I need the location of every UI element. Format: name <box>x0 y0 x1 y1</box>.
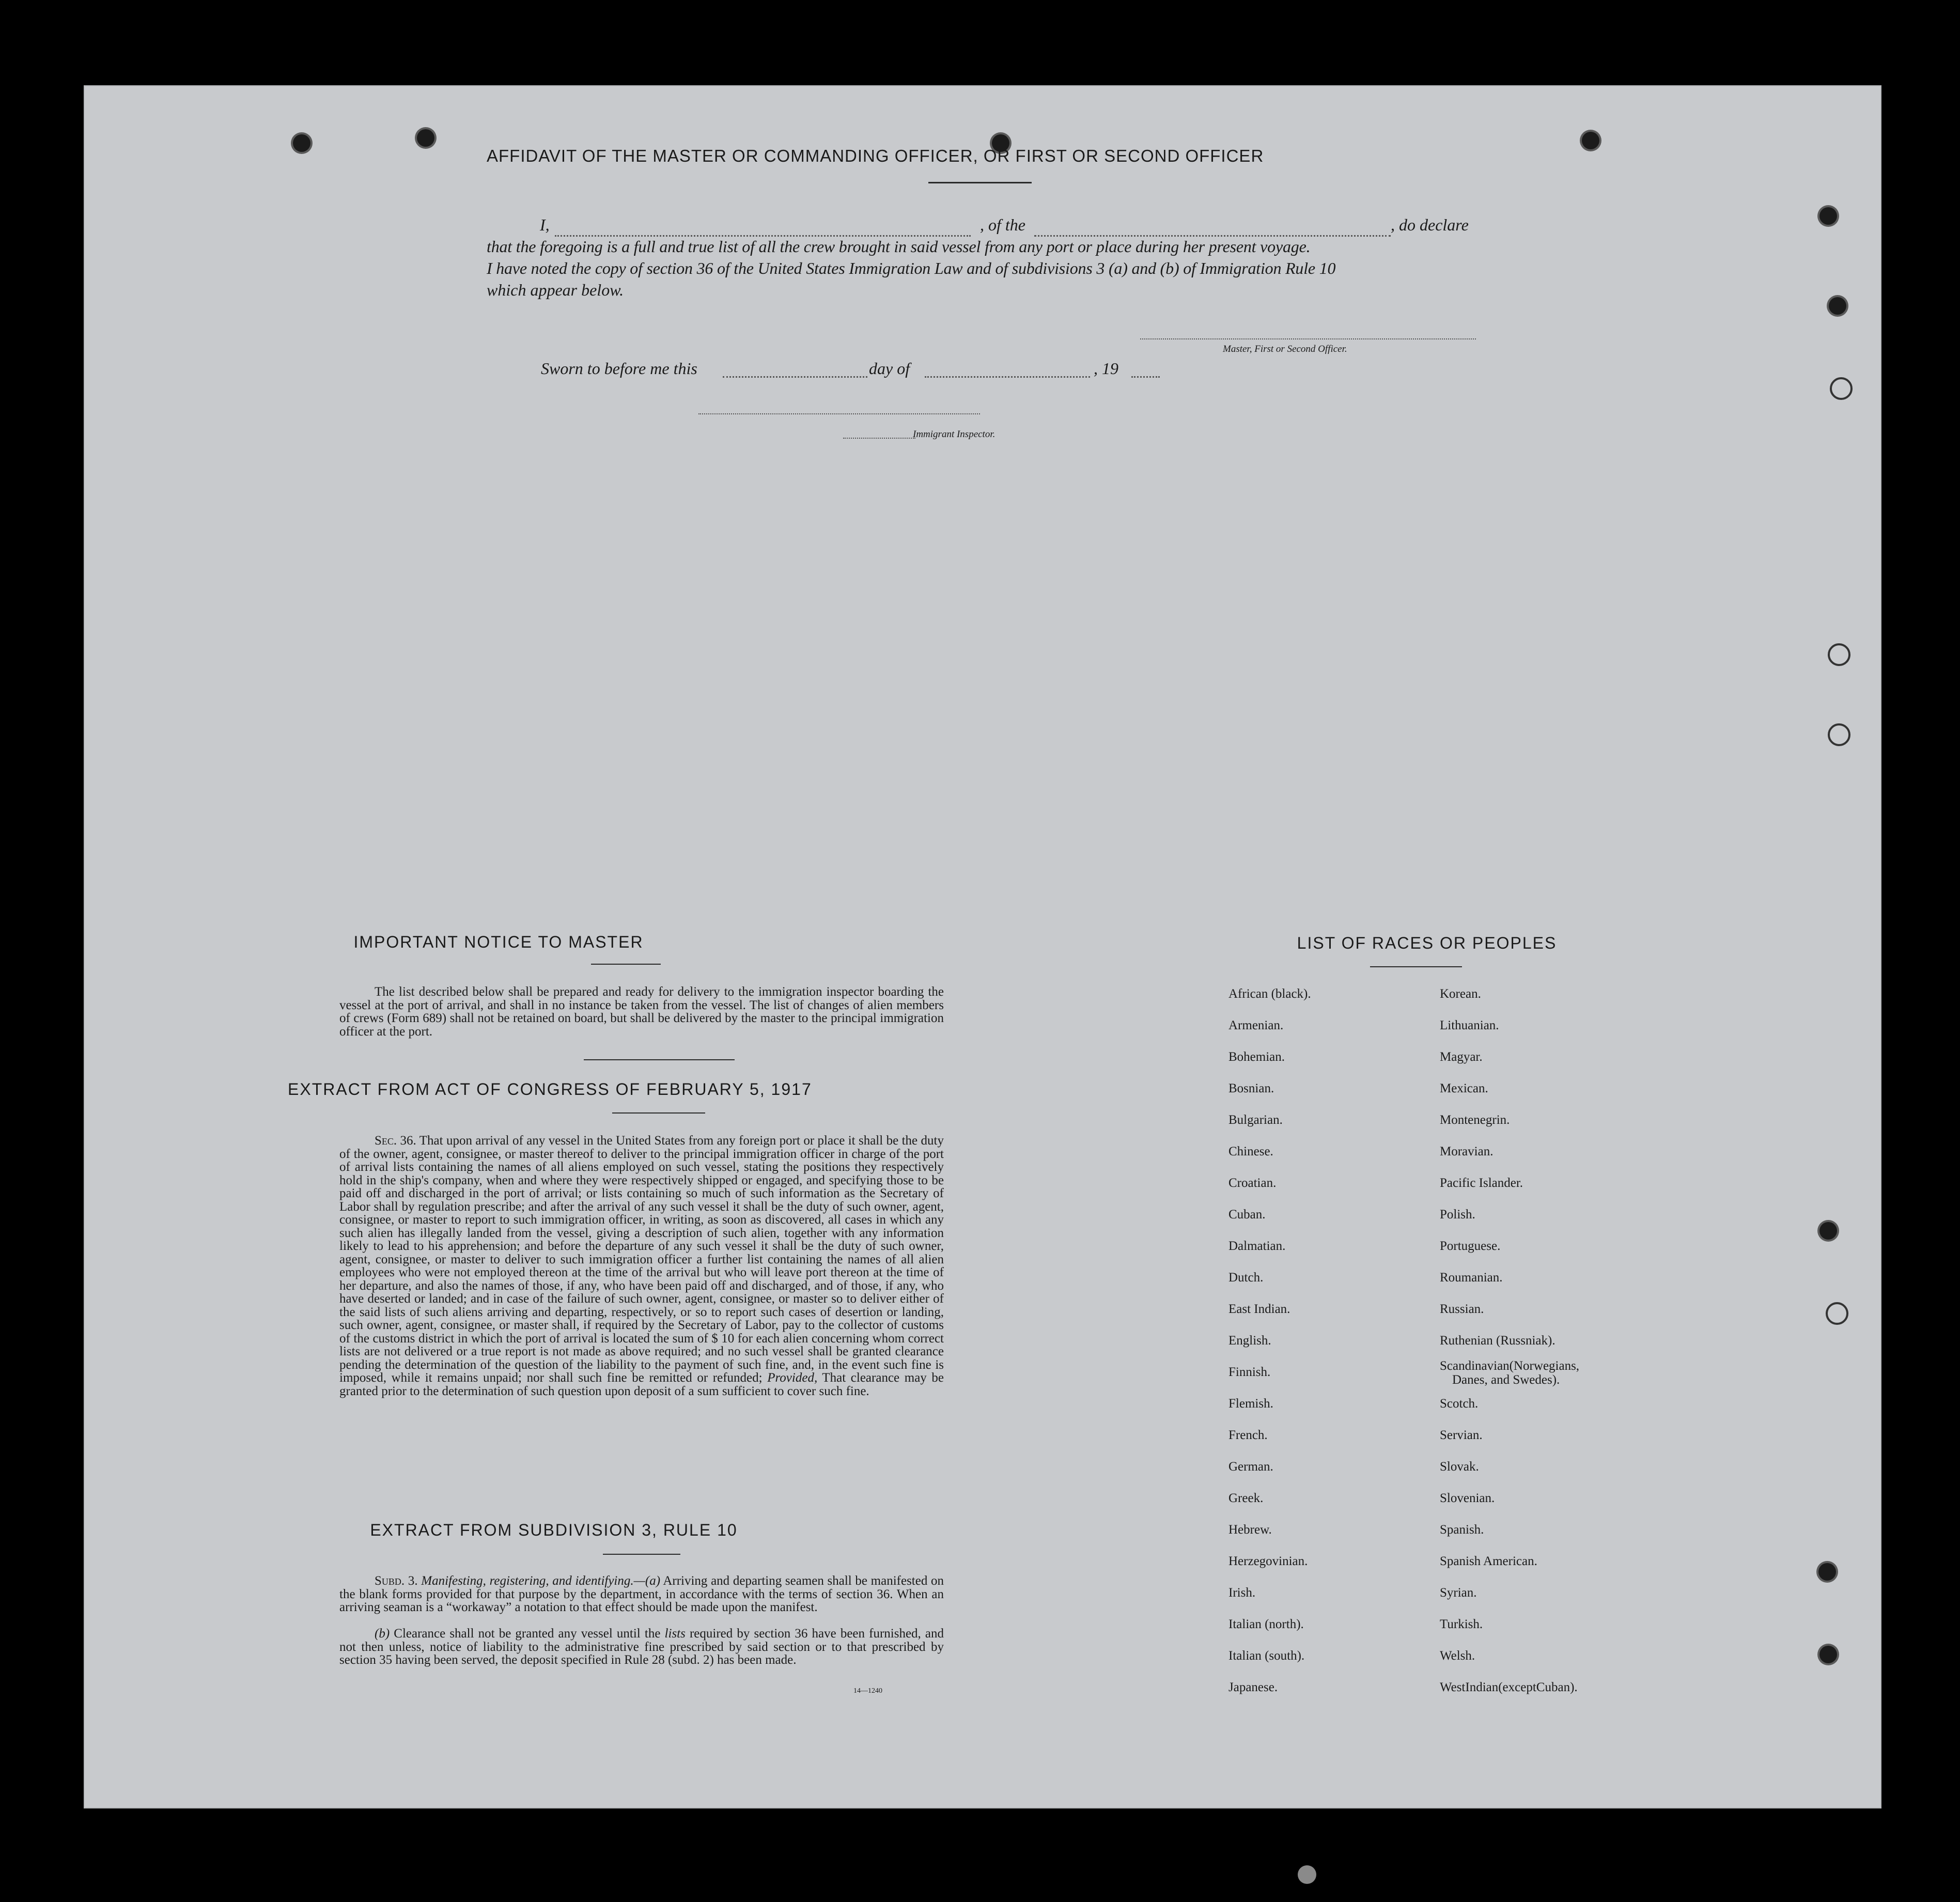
races-title: LIST OF RACES OR PEOPLES <box>1297 934 1557 952</box>
race-item: Roumanian. <box>1440 1271 1503 1285</box>
rule-subd-heading: Manifesting, registering, and identifying. <box>421 1574 634 1588</box>
sworn-day-of: day of <box>869 359 910 378</box>
race-item-scandinavian-line1: Scandinavian(Norwegians, <box>1440 1359 1580 1373</box>
race-item: Bulgarian. <box>1228 1113 1283 1127</box>
punch-hole-icon <box>1819 1222 1837 1240</box>
races-column-1 <box>1228 987 1311 1712</box>
race-item: Russian. <box>1440 1302 1484 1316</box>
act-underline <box>612 1112 705 1114</box>
race-item: Herzegovinian. <box>1228 1554 1308 1568</box>
race-item: Lithuanian. <box>1440 1018 1499 1032</box>
rule-b-lists: lists <box>664 1627 686 1641</box>
rule-b-body-2: required by section 36 have been furnished, and not then unless, notice of liability to the administrative fine prescribed by said section or to that prescribed by section 35 having been served, the deposit specified in Rule 28 (subd. 2) has been made. <box>339 1627 944 1667</box>
affidavit-line3: I have noted the copy of section 36 of the United States Immigration Law and of subdivisions 3 (a) and (b) of Immigration Rule 10 <box>487 259 1336 277</box>
race-item: Italian (south). <box>1228 1649 1305 1663</box>
punch-hole-icon <box>1819 207 1837 225</box>
race-item: Bosnian. <box>1228 1081 1274 1095</box>
race-item: Cuban. <box>1228 1208 1266 1221</box>
race-item: Dalmatian. <box>1228 1239 1286 1253</box>
inspector-caption-lead <box>843 438 915 439</box>
race-item: Syrian. <box>1440 1586 1477 1600</box>
race-item: Slovak. <box>1440 1460 1479 1474</box>
punch-hole-ring-icon <box>1828 643 1850 666</box>
affidavit-declare: , do declare <box>1391 215 1469 234</box>
title-underline <box>928 182 1032 183</box>
act-body <box>339 1134 944 1398</box>
affidavit-title: AFFIDAVIT OF THE MASTER OR COMMANDING OFFICER, OR FIRST OR SECOND OFFICER <box>487 146 1264 165</box>
race-item: Polish. <box>1440 1208 1475 1221</box>
race-item: Spanish American. <box>1440 1554 1537 1568</box>
race-item: Pacific Islander. <box>1440 1176 1523 1190</box>
rule-b-body-1: Clearance shall not be granted any vessel until the <box>394 1627 661 1641</box>
form-page <box>84 85 1881 1808</box>
race-item: Scotch. <box>1440 1397 1479 1411</box>
inspector-caption: Immigrant Inspector. <box>913 429 995 440</box>
rule-subd-label: Subd. 3. <box>375 1574 418 1588</box>
race-item: Mexican. <box>1440 1081 1488 1095</box>
rule-a-body: Arriving and departing seamen shall be manifested on the blank forms provided for that purpose by the department, in accordance with the terms of section 36. When an arriving seaman is a “workaway” a notation to that effect should be made upon the manifest. <box>339 1574 944 1614</box>
race-item: Welsh. <box>1440 1649 1475 1663</box>
act-provided-label: Provided, <box>767 1371 818 1385</box>
punch-hole-icon <box>293 134 310 152</box>
race-item: Flemish. <box>1228 1397 1273 1411</box>
affidavit-i: I, <box>540 215 550 234</box>
punch-hole-icon <box>1829 297 1846 315</box>
punch-hole-icon <box>417 129 434 147</box>
race-item: Bohemian. <box>1228 1050 1285 1064</box>
rule-underline <box>603 1554 680 1555</box>
notice-underline <box>591 964 661 965</box>
race-item: Turkish. <box>1440 1617 1483 1631</box>
race-item: Servian. <box>1440 1428 1483 1442</box>
races-column-2 <box>1440 987 1579 1712</box>
race-item: Irish. <box>1228 1586 1256 1600</box>
scanner-dot-icon <box>1298 1865 1316 1884</box>
vessel-blank <box>1034 235 1391 237</box>
race-item: WestIndian(exceptCuban). <box>1440 1680 1578 1694</box>
sworn-year: , 19 <box>1094 359 1118 378</box>
punch-hole-icon <box>1582 132 1599 149</box>
race-item: Hebrew. <box>1228 1523 1272 1537</box>
race-item: Ruthenian (Russniak). <box>1440 1334 1555 1348</box>
race-item: Portuguese. <box>1440 1239 1501 1253</box>
notice-body: The list described below shall be prepared and ready for delivery to the immigration inspector boarding the vessel at the port of arrival, and shall in no instance be taken from the vessel. The list of changes of alien members of crews (Form 689) shall not be retained on board, but shall be delivered by the master to the principal immigration officer at the port. <box>339 985 944 1039</box>
race-item: Chinese. <box>1228 1145 1273 1158</box>
sworn-day-blank <box>723 376 867 378</box>
race-item: French. <box>1228 1428 1268 1442</box>
race-item: Japanese. <box>1228 1680 1278 1694</box>
race-item-scandinavian-line2: Danes, and Swedes). <box>1452 1373 1560 1387</box>
race-item: Montenegrin. <box>1440 1113 1510 1127</box>
sworn-month-blank <box>925 376 1090 378</box>
race-item: Magyar. <box>1440 1050 1483 1064</box>
punch-hole-icon <box>1818 1563 1836 1581</box>
name-blank <box>555 235 971 237</box>
race-item-scandinavian <box>1440 1359 1579 1397</box>
master-caption: Master, First or Second Officer. <box>1223 344 1347 354</box>
sworn-year-blank <box>1131 376 1160 378</box>
section-divider <box>584 1059 735 1060</box>
punch-hole-ring-icon <box>1828 723 1850 746</box>
signature-line <box>1140 338 1476 339</box>
act-title: EXTRACT FROM ACT OF CONGRESS OF FEBRUARY 5, 1917 <box>288 1080 812 1099</box>
act-provided-text: That clearance may be granted prior to the determination of such question upon deposit of a sum sufficient to cover such fine. <box>339 1371 944 1398</box>
race-item: Moravian. <box>1440 1145 1494 1158</box>
rule-body-b <box>339 1627 944 1667</box>
notice-title: IMPORTANT NOTICE TO MASTER <box>353 933 644 951</box>
races-underline <box>1370 966 1462 967</box>
race-item: Dutch. <box>1228 1271 1264 1285</box>
race-item: German. <box>1228 1460 1273 1474</box>
race-item: Croatian. <box>1228 1176 1277 1190</box>
punch-hole-ring-icon <box>1830 377 1853 400</box>
affidavit-line4: which appear below. <box>487 281 624 299</box>
rule-b-label: (b) <box>375 1627 390 1641</box>
inspector-signature-line <box>698 413 980 414</box>
affidavit-of-the: , of the <box>980 215 1025 234</box>
race-item: East Indian. <box>1228 1302 1290 1316</box>
sworn-prefix: Sworn to before me this <box>541 359 697 378</box>
race-item: Finnish. <box>1228 1365 1271 1379</box>
race-item: Greek. <box>1228 1491 1264 1505</box>
affidavit-line2: that the foregoing is a full and true list of all the crew brought in said vessel from any port or place during her present voyage. <box>487 237 1311 256</box>
act-body-text: That upon arrival of any vessel in the United States from any foreign port or place it shall be the duty of the owner, agent, consignee, or master thereof to deliver to the principal immigration officer in charge of the port of arrival lists containing the names of all aliens employed on such vessel, stating the positions they respectively hold in the ship's company, when and where they were respectively shipped or engaged, and specifying those to be paid off and discharged in the port of arrival; or lists containing so much of such information as the Secretary of Labor shall by regulation prescribe; and after the arrival of any such vessel it shall be the duty of such owner, agent, consignee, or master to report to such immigration officer, in writing, as soon as discovered, all cases in which any such alien has illegally landed from the vessel, giving a description of such alien, together with any information likely to lead to his apprehension; and before the departure of any such vessel it shall be the duty of such owner, agent, consignee, or master to deliver to such immigration officer a further list containing the names of all alien employees who were not employed thereon at the time of the arrival but who will leave port thereon at the time of her departure, and also the names of those, if any, who have been paid off and discharged, and of those, if any, who have deserted or landed; and in case of the failure of such owner, agent, consignee, or master so to deliver either of the said lists of such aliens arriving and departing, respectively, or so to report such cases of desertion or landing, such owner, agent, consignee, or master shall, if required by the Secretary of Labor, pay to the collector of customs of the customs district in which the port of arrival is located the sum of $ 10 for each alien concerning whom correct lists are not delivered or a true report is not made as above required; and no such vessel shall be granted clearance pending the determination of the question of the liability to the payment of such fine, and, in the event such fine is imposed, while it remains unpaid; nor shall such fine be remitted or refunded; <box>339 1134 944 1385</box>
form-number: 14—1240 <box>853 1687 882 1695</box>
act-sec-label: Sec. 36. <box>375 1134 416 1148</box>
race-item: Spanish. <box>1440 1523 1484 1537</box>
race-item: Italian (north). <box>1228 1617 1304 1631</box>
punch-hole-ring-icon <box>1826 1302 1848 1325</box>
race-item: English. <box>1228 1334 1271 1348</box>
race-item: Armenian. <box>1228 1018 1284 1032</box>
punch-hole-icon <box>1819 1646 1837 1663</box>
race-item: African (black). <box>1228 987 1311 1001</box>
race-item: Slovenian. <box>1440 1491 1495 1505</box>
race-item: Korean. <box>1440 987 1481 1001</box>
rule-title: EXTRACT FROM SUBDIVISION 3, RULE 10 <box>370 1521 738 1539</box>
rule-a-label: —(a) <box>633 1574 661 1588</box>
rule-body-a <box>339 1574 944 1614</box>
